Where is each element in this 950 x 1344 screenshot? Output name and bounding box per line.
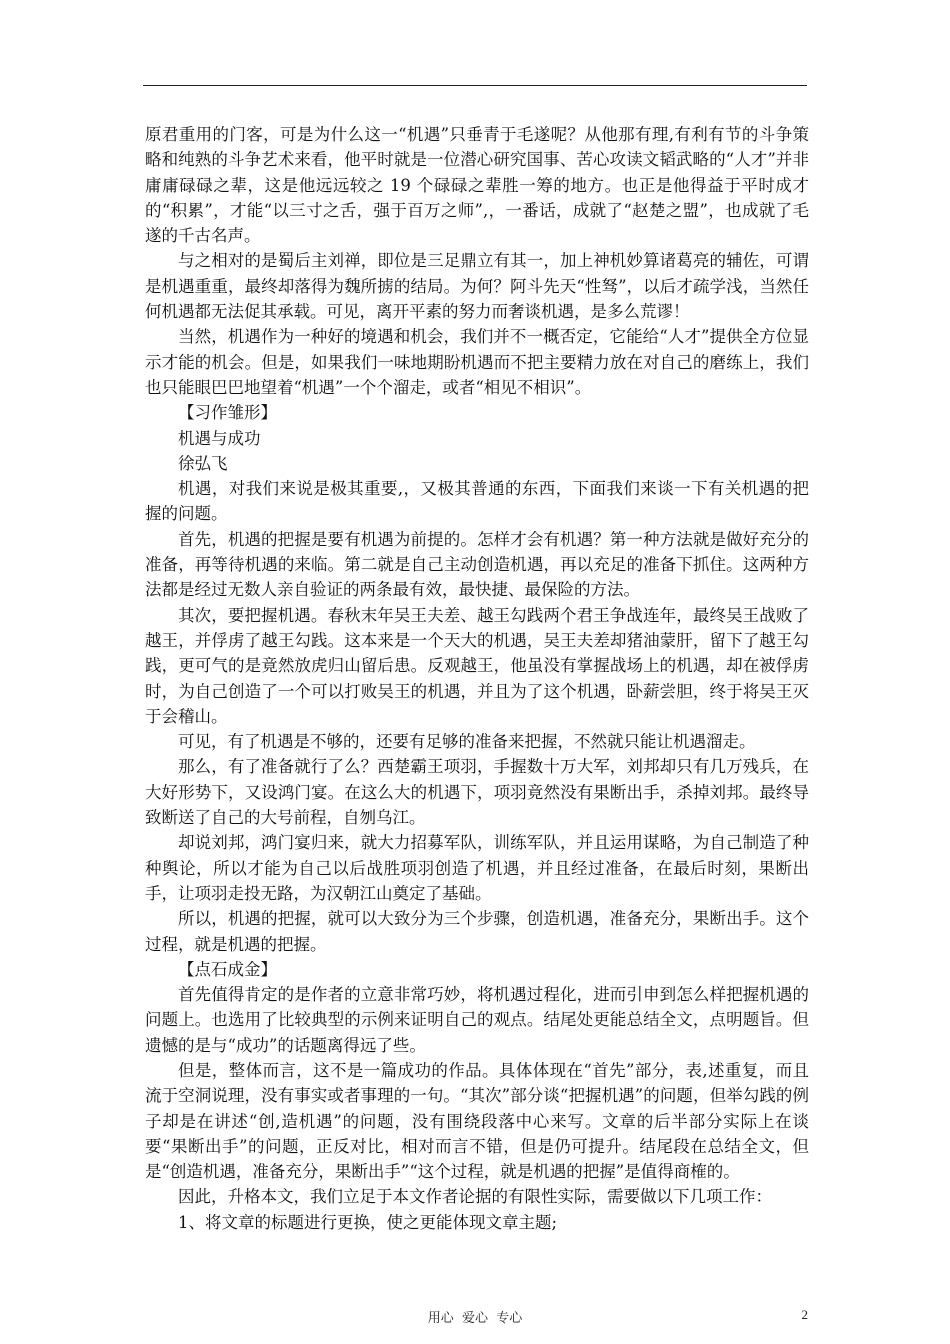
- paragraph: 但是，整体而言，这不是一篇成功的作品。具体体现在“首先”部分，表,述重复，而且流于空洞说理，没有事实或者事理的一句。“其次”部分谈“把握机遇”的问题，但举勾践的例子却是在讲述“创,造机遇”的问题，没有围绕段落中心来写。文章的后半部分实际上在谈要“果断出手”的问题，正反对比，相对而言不错，但是仍可提升。结尾段在总结全文，但是“创造机遇，准备充分，果断出手”“这个过程，就是机遇的把握”是值得商榷的。: [145, 1060, 809, 1182]
- paragraph: 首先，机遇的把握是要有机遇为前提的。怎样才会有机遇？第一种方法就是做好充分的准备，再等待机遇的来临。第二就是自己主动创造机遇，再以充足的准备下抓住。这两种方法都是经过无数人亲自验证的两条最有效，最快捷、最保险的方法。: [145, 529, 809, 600]
- paragraph: 可见，有了机遇是不够的，还要有足够的准备来把握，不然就只能让机遇溜走。: [178, 732, 756, 752]
- paragraph: 当然，机遇作为一种好的境遇和机会，我们并不一概否定，它能给“人才”提供全方位显示才能的机会。但是，如果我们一味地期盼机遇而不把主要精力放在对自己的磨练上，我们也只能眼巴巴地望着“机遇”一个个溜走，或者“相见不相识”。: [145, 327, 809, 397]
- section-heading: 【习作雏形】: [178, 403, 277, 423]
- paragraph: 与之相对的是蜀后主刘禅，即位是三足鼎立有其一，加上神机妙算诸葛亮的辅佐，可谓是机遇重重，最终却落得为魏所掳的结局。为何？阿斗先天“性驽”，以后才疏学浅，当然任何机遇都无法促其承载。可见，离开平素的努力而奢谈机遇，是多么荒谬！: [145, 251, 809, 322]
- paragraph: 其次，要把握机遇。春秋末年吴王夫差、越王勾践两个君王争战连年，最终吴王战败了越王，并俘虏了越王勾践。这本来是一个天大的机遇，吴王夫差却猪油蒙肝，留下了越王勾践，更可气的是竟然放虎归山留后患。反观越王，他虽没有掌握战场上的机遇，却在被俘虏时，为自己创造了一个可以打败吴王的机遇，并且为了这个机遇，卧薪尝胆，终于将吴王灭于会稽山。: [145, 605, 809, 726]
- essay-title: 机遇与成功: [178, 428, 261, 448]
- paragraph: 却说刘邦，鸿门宴归来，就大力招募军队，训练军队，并且运用谋略，为自己制造了种种舆论，所以才能为自己以后战胜项羽创造了机遇，并且经过准备，在最后时刻，果断出手，让项羽走投无路，为汉朝江山奠定了基础。: [145, 833, 809, 903]
- paragraph: 机遇，对我们来说是极其重要,，又极其普通的东西，下面我们来谈一下有关机遇的把握的问题。: [145, 479, 809, 524]
- section-heading: 【点石成金】: [178, 959, 277, 979]
- paragraph: 因此，升格本文，我们立足于本文作者论据的有限性实际，需要做以下几项工作：: [178, 1187, 772, 1207]
- page-number: 2: [801, 1307, 808, 1322]
- paragraph: 首先值得肯定的是作者的立意非常巧妙，将机遇过程化，进而引申到怎么样把握机遇的问题上。也选用了比较典型的示例来证明自己的观点。结尾处更能总结全文，点明题旨。但遗憾的是与“成功”的话题离得远了些。: [145, 985, 809, 1055]
- document-body: [145, 122, 809, 1235]
- paragraph: 那么，有了准备就行了么？西楚霸王项羽，手握数十万大军，刘邦却只有几万残兵，在大好形势下，又设鸿门宴。在这么大的机遇下，项羽竟然没有果断出手，杀掉刘邦。最终导致断送了自己的大号前程，自刎乌江。: [145, 757, 809, 828]
- essay-author: 徐弘飞: [178, 453, 228, 473]
- header-rule: [143, 85, 807, 86]
- footer-slogan: 用心 爱心 专心: [427, 1311, 523, 1326]
- paragraph: 原君重用的门客，可是为什么这一“机遇”只垂青于毛遂呢？从他那有理,有利有节的斗争策略和纯熟的斗争艺术来看，他平时就是一位潜心研究国事、苦心攻读文韬武略的“人才”并非庸庸碌碌之辈，这是他远远较之 19 个碌碌之辈胜一筹的地方。也正是他得益于平时成才的“积累”，才能“以三寸之舌，强于百万之师”,，一番话，成就了“赵楚之盟”，也成就了毛遂的千古名声。: [145, 125, 809, 246]
- paragraph: 所以，机遇的把握，就可以大致分为三个步骤，创造机遇，准备充分，果断出手。这个过程，就是机遇的把握。: [145, 909, 809, 954]
- paragraph: 1、将文章的标题进行更换，使之更能体现文章主题;: [178, 1212, 558, 1232]
